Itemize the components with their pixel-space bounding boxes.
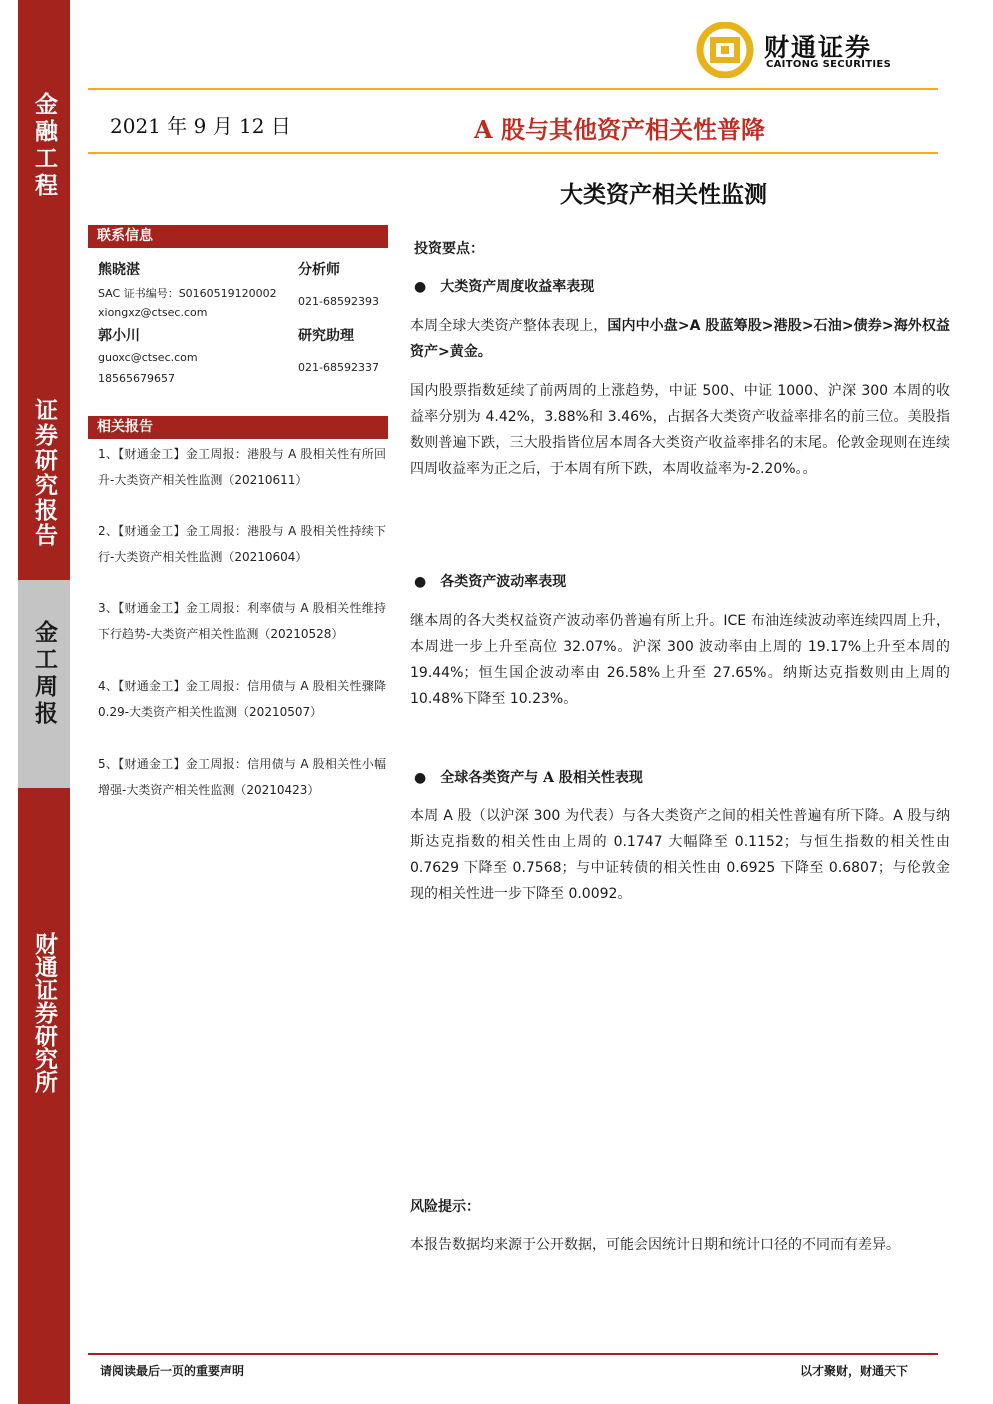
analyst-name: 熊晓湛 [98,262,140,278]
header-rule-bottom [88,152,938,154]
section-title-volatility: ● 各类资产波动率表现 [414,574,567,590]
bullet-icon: ● [414,574,427,590]
bullet-icon: ● [414,279,427,295]
volatility-detail: 继本周的各大类权益资产波动率仍普遍有所上升。ICE 布油连续波动率连续四周上升，本周进一步上升至高位 32.07%。沪深 300 波动率由上周的 19.17%上升至本周的 19.44%；恒生国企波动率由 26.58%上升至 27.65%。纳斯达克指数则由上周的 10.48%下降至 10.23%。 [410,613,950,707]
logo-name-en: CAITONG SECURITIES [766,59,892,70]
returns-detail: 国内股票指数延续了前两周的上涨趋势，中证 500、中证 1000、沪深 300 本周的收益率分别为 4.42%，3.88%和 3.46%，占据各大类资产收益率排名的前三位。美股指数则普遍下跌，三大股指皆位居本周各大类资产收益率排名的末尾。伦敦金现则在连续四周收益率为正之后，于本周有所下跌，本周收益率为-2.20%。。 [410,383,950,477]
section-title-returns: ● 大类资产周度收益率表现 [414,279,595,295]
report-headline: A 股与其他资产相关性普降 [474,115,765,144]
related-heading: 相关报告 [88,416,388,439]
sidebar-label-category: 金融工程 [31,92,58,200]
footer-disclaimer-note: 请阅读最后一页的重要声明 [100,1364,245,1378]
related-report-item[interactable]: 1、【财通金工】金工周报：港股与 A 股相关性有所回升-大类资产相关性监测（20210611） [98,447,386,487]
related-report-item[interactable]: 4、【财通金工】金工周报：信用债与 A 股相关性骤降 0.29-大类资产相关性监测（20210507） [98,679,386,719]
related-report-item[interactable]: 3、【财通金工】金工周报：利率债与 A 股相关性维持下行趋势-大类资产相关性监测（20210528） [98,601,386,641]
assistant-phone: 021-68592337 [298,361,379,374]
analyst-phone: 021-68592393 [298,295,379,308]
risk-text: 本报告数据均来源于公开数据，可能会因统计日期和统计口径的不同而有差异。 [410,1237,900,1253]
header-rule-top [88,88,938,90]
related-report-item[interactable]: 2、【财通金工】金工周报：港股与 A 股相关性持续下行-大类资产相关性监测（20210604） [98,524,386,564]
report-date: 2021 年 9 月 12 日 [110,114,291,138]
assistant-mobile: 18565679657 [98,372,175,385]
sidebar-label-report-type: 证券研究报告 [31,398,58,548]
logo-name-cn: 财通证券 [764,33,873,62]
investment-points-title: 投资要点： [414,241,484,257]
sidebar-label-weekly: 金工周报 [31,620,58,728]
bullet-icon: ● [414,770,427,786]
analyst-email[interactable]: xiongxz@ctsec.com [98,306,208,319]
assistant-role: 研究助理 [298,328,354,344]
caitong-logo-icon [694,22,756,78]
analyst-role: 分析师 [298,262,340,278]
footer-rule [88,1353,938,1355]
assistant-name: 郭小川 [98,328,140,344]
assistant-email[interactable]: guoxc@ctsec.com [98,351,198,364]
contact-heading: 联系信息 [88,225,388,248]
related-report-item[interactable]: 5、【财通金工】金工周报：信用债与 A 股相关性小幅增强-大类资产相关性监测（20210423） [98,757,386,797]
analyst-cert: SAC 证书编号：S0160519120002 [98,287,277,300]
returns-summary: 本周全球大类资产整体表现上，国内中小盘>A 股蓝筹股>港股>石油>债券>海外权益资产>黄金。 [410,318,950,360]
risk-title: 风险提示： [410,1199,480,1215]
section-title-correlation: ● 全球各类资产与 A 股相关性表现 [414,770,643,786]
report-subtitle: 大类资产相关性监测 [560,181,767,208]
correlation-detail: 本周 A 股（以沪深 300 为代表）与各大类资产之间的相关性普遍有所下降。A 股与纳斯达克指数的相关性由上周的 0.1747 大幅降至 0.1152；与恒生指数的相关性由 0.7629 下降至 0.7568；与中证转债的相关性由 0.6925 下降至 0.6807；与伦敦金现的相关性进一步下降至 0.0092。 [410,808,950,902]
sidebar-label-institute: 财通证券研究所 [31,932,58,1093]
footer-slogan: 以才聚财，财通天下 [800,1364,909,1378]
